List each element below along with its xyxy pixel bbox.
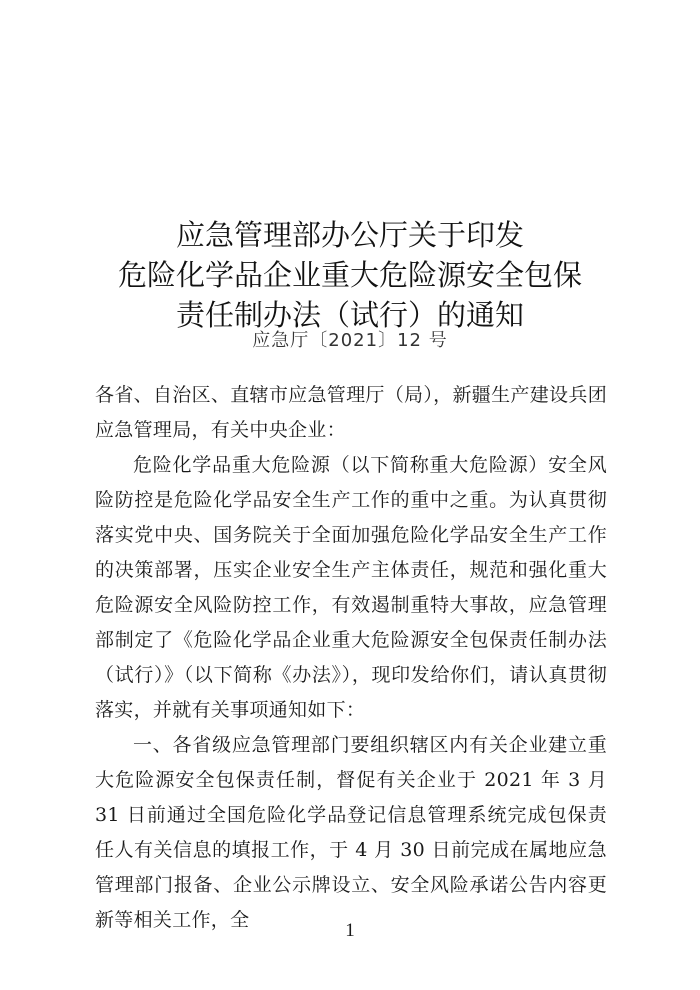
title-line-1: 应急管理部办公厅关于印发	[175, 218, 524, 252]
paragraph-1: 危险化学品重大危险源（以下简称重大危险源）安全风险防控是危险化学品安全生产工作的重中之重。为认真贯彻落实党中央、国务院关于全面加强危险化学品安全生产工作的决策部署，压实企业安全生产主体责任，规范和强化重大危险源安全风险防控工作，有效遏制重特大事故，应急管理部制定了《危险化学品企业重大危险源安全包保责任制办法（试行）》（以下简称《办法》），现印发给你们，请认真贯彻落实，并就有关事项通知如下：	[95, 454, 607, 721]
page-number: 1	[345, 920, 355, 941]
title-line-2: 危险化学品企业重大危险源安全包保	[117, 258, 582, 292]
document-title	[0, 215, 700, 335]
salutation: 各省、自治区、直辖市应急管理厅（局），新疆生产建设兵团应急管理局，有关中央企业：	[95, 384, 607, 441]
document-number: 应急厅〔2021〕12 号	[252, 330, 448, 351]
paragraph-2: 一、各省级应急管理部门要组织辖区内有关企业建立重大危险源安全包保责任制，督促有关企业于 2021 年 3 月 31 日前通过全国危险化学品登记信息管理系统完成包保责任人有关信息的填报工作，于 4 月 30 日前完成在属地应急管理部门报备、企业公示牌设立、安全风险承诺公告内容更新等相关工作，全	[95, 734, 607, 931]
document-body	[95, 378, 607, 938]
title-line-3: 责任制办法（试行）的通知	[175, 298, 524, 332]
